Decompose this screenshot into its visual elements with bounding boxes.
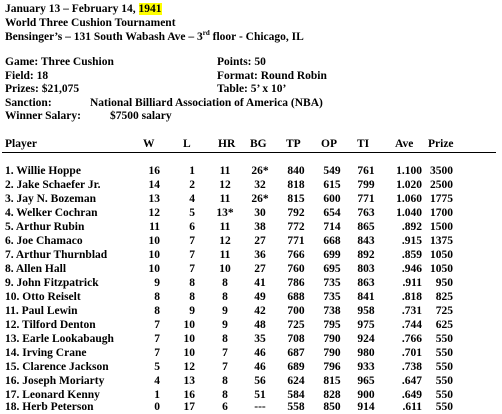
info-table: Table: 5’ x 10’ [217, 83, 287, 95]
wins: 8 [154, 305, 160, 317]
losses: 8 [189, 277, 195, 289]
table-row [0, 346, 502, 360]
opponent-points: 668 [323, 235, 341, 247]
high-run: 11 [219, 249, 231, 261]
venue-sup: rd [202, 29, 210, 38]
best-game: 32 [254, 179, 266, 191]
losses: 7 [189, 235, 195, 247]
col-header-bg: BG [250, 138, 267, 150]
prize: 725 [435, 305, 453, 317]
total-points: 772 [287, 221, 305, 233]
total-innings: 771 [357, 193, 375, 205]
losses: 12 [183, 361, 195, 373]
losses: 7 [189, 263, 195, 275]
high-run: 12 [219, 235, 231, 247]
info-sanction-value: National Billiard Association of America (NBA) [90, 97, 323, 109]
header-rule [2, 152, 496, 153]
total-innings: 924 [357, 333, 375, 345]
opponent-points: 600 [323, 193, 341, 205]
total-points: 584 [287, 389, 305, 401]
player-name: 1. Willie Hoppe [5, 165, 81, 177]
info-field: Field: 18 [5, 70, 49, 82]
prize: 825 [435, 291, 453, 303]
player-name: 10. Otto Reiselt [5, 291, 81, 303]
wins: 7 [154, 319, 160, 331]
player-name: 14. Irving Crane [5, 347, 87, 359]
high-run: 13* [216, 207, 234, 219]
table-row [0, 318, 502, 332]
player-name: 7. Arthur Thurnblad [5, 249, 108, 261]
total-innings: 914 [357, 401, 375, 413]
average: .611 [402, 401, 422, 413]
average: .915 [401, 235, 422, 247]
prize: 625 [435, 319, 453, 331]
info-salary-label: Winner Salary: [5, 110, 81, 122]
total-points: 771 [287, 235, 305, 247]
col-header-hr: HR [218, 138, 236, 150]
total-innings: 980 [357, 347, 375, 359]
info-prizes: Prizes: $21,075 [5, 83, 80, 95]
total-points: 689 [287, 361, 305, 373]
high-run: 8 [222, 291, 228, 303]
date-range: January 13 – February 14, [5, 3, 139, 15]
total-points: 760 [287, 263, 305, 275]
total-innings: 843 [357, 235, 375, 247]
average: 1.100 [396, 165, 422, 177]
average: 1.060 [396, 193, 422, 205]
wins: 13 [148, 193, 160, 205]
total-innings: 761 [357, 165, 375, 177]
average: .892 [401, 221, 422, 233]
prize: 550 [435, 389, 453, 401]
col-header-l: L [183, 138, 191, 150]
total-innings: 965 [357, 375, 375, 387]
table-row [0, 360, 502, 374]
total-innings: 900 [357, 389, 375, 401]
total-points: 688 [287, 291, 305, 303]
best-game: 42 [254, 305, 266, 317]
high-run: 8 [222, 333, 228, 345]
prize: 3500 [430, 165, 453, 177]
total-innings: 863 [357, 277, 375, 289]
player-name: 12. Tilford Denton [5, 319, 96, 331]
player-name: 3. Jay N. Bozeman [5, 193, 97, 205]
total-innings: 803 [357, 263, 375, 275]
average: .744 [401, 319, 422, 331]
total-innings: 892 [357, 249, 375, 261]
wins: 9 [154, 277, 160, 289]
prize: 950 [435, 277, 453, 289]
table-row [0, 164, 502, 178]
losses: 7 [189, 249, 195, 261]
player-name: 6. Joe Chamaco [5, 235, 83, 247]
wins: 12 [148, 207, 160, 219]
losses: 10 [183, 333, 195, 345]
player-name: 11. Paul Lewin [5, 305, 78, 317]
player-name: 4. Welker Cochran [5, 207, 98, 219]
best-game: 27 [254, 235, 266, 247]
player-name: 9. John Fitzpatrick [5, 277, 99, 289]
col-header-op: OP [321, 138, 337, 150]
prize: 1050 [430, 263, 453, 275]
losses: 13 [183, 375, 195, 387]
player-name: 15. Clarence Jackson [5, 361, 109, 373]
info-game: Game: Three Cushion [5, 56, 114, 68]
wins: 7 [154, 347, 160, 359]
losses: 17 [183, 401, 195, 413]
prize: 1500 [430, 221, 453, 233]
wins: 5 [154, 361, 160, 373]
average: .946 [401, 263, 422, 275]
average: 1.020 [396, 179, 422, 191]
venue-prefix: Bensinger’s – 131 South Wabash Ave – 3 [5, 31, 203, 43]
losses: 9 [189, 305, 195, 317]
player-name: 17. Leonard Kenny [5, 389, 100, 401]
losses: 4 [189, 193, 195, 205]
average: .701 [401, 347, 422, 359]
prize: 550 [435, 347, 453, 359]
col-header-ti: TI [357, 138, 370, 150]
table-row [0, 290, 502, 304]
average: .731 [401, 305, 422, 317]
opponent-points: 790 [323, 347, 341, 359]
player-name: 16. Joseph Moriarty [5, 375, 105, 387]
wins: 0 [154, 401, 160, 413]
wins: 1 [154, 389, 160, 401]
total-points: 558 [287, 401, 305, 413]
total-points: 725 [287, 319, 305, 331]
average: 1.040 [396, 207, 422, 219]
info-format: Format: Round Robin [217, 70, 327, 82]
player-name: 13. Earle Lookabaugh [5, 333, 114, 345]
total-points: 818 [287, 179, 305, 191]
wins: 16 [148, 165, 160, 177]
opponent-points: 735 [323, 277, 341, 289]
table-row [0, 234, 502, 248]
total-points: 792 [287, 207, 305, 219]
total-innings: 933 [357, 361, 375, 373]
info-points: Points: 50 [217, 56, 266, 68]
venue-suffix: floor - Chicago, IL [209, 31, 304, 43]
high-run: 12 [219, 179, 231, 191]
best-game: 26* [251, 193, 269, 205]
table-row [0, 206, 502, 220]
table-row [0, 248, 502, 262]
col-header-player: Player [5, 138, 37, 150]
opponent-points: 615 [323, 179, 341, 191]
high-run: 11 [219, 165, 231, 177]
losses: 5 [189, 207, 195, 219]
average: .911 [402, 277, 422, 289]
opponent-points: 790 [323, 333, 341, 345]
best-game: 56 [254, 375, 266, 387]
total-innings: 975 [357, 319, 375, 331]
table-row [0, 192, 502, 206]
prize: 1700 [430, 207, 453, 219]
table-row [0, 332, 502, 346]
wins: 11 [149, 221, 160, 233]
prize: 2500 [430, 179, 453, 191]
wins: 4 [154, 375, 160, 387]
prize: 1050 [430, 249, 453, 261]
total-innings: 958 [357, 305, 375, 317]
losses: 2 [189, 179, 195, 191]
total-innings: 799 [357, 179, 375, 191]
opponent-points: 796 [323, 361, 341, 373]
total-points: 815 [287, 193, 305, 205]
best-game: 30 [254, 207, 266, 219]
wins: 14 [148, 179, 160, 191]
best-game: 35 [254, 333, 266, 345]
total-points: 766 [287, 249, 305, 261]
wins: 10 [148, 263, 160, 275]
table-row [0, 304, 502, 318]
event-title: World Three Cushion Tournament [5, 17, 176, 29]
opponent-points: 738 [323, 305, 341, 317]
prize: 550 [435, 375, 453, 387]
losses: 10 [183, 347, 195, 359]
best-game: 27 [254, 263, 266, 275]
best-game: 48 [254, 319, 266, 331]
average: .649 [401, 389, 422, 401]
table-row [0, 220, 502, 234]
total-points: 624 [287, 375, 305, 387]
best-game: 36 [254, 249, 266, 261]
best-game: 49 [254, 291, 266, 303]
prize: 550 [435, 401, 453, 413]
losses: 10 [183, 319, 195, 331]
average: .818 [401, 291, 422, 303]
losses: 1 [189, 165, 195, 177]
col-header-tp: TP [286, 138, 301, 150]
col-header-w: W [143, 138, 155, 150]
table-row [0, 178, 502, 192]
col-header-prize: Prize [428, 138, 454, 150]
best-game: 46 [254, 347, 266, 359]
losses: 16 [183, 389, 195, 401]
table-row [0, 262, 502, 276]
opponent-points: 699 [323, 249, 341, 261]
total-innings: 865 [357, 221, 375, 233]
high-run: 7 [222, 347, 228, 359]
table-row [0, 400, 502, 414]
best-game: 26* [251, 165, 269, 177]
info-sanction-label: Sanction: [5, 97, 52, 109]
high-run: 11 [219, 221, 231, 233]
best-game: --- [254, 401, 266, 413]
total-points: 687 [287, 347, 305, 359]
total-points: 700 [287, 305, 305, 317]
opponent-points: 654 [323, 207, 341, 219]
wins: 7 [154, 333, 160, 345]
opponent-points: 695 [323, 263, 341, 275]
player-name: 18. Herb Peterson [5, 401, 94, 413]
date-line [5, 2, 162, 16]
high-run: 7 [222, 361, 228, 373]
player-name: 5. Arthur Rubin [5, 221, 85, 233]
total-innings: 841 [357, 291, 375, 303]
col-header-ave: Ave [395, 138, 414, 150]
prize: 550 [435, 333, 453, 345]
best-game: 51 [254, 389, 266, 401]
high-run: 8 [222, 375, 228, 387]
table-row [0, 276, 502, 290]
total-innings: 763 [357, 207, 375, 219]
info-salary-value: $7500 salary [110, 110, 172, 122]
high-run: 10 [219, 263, 231, 275]
opponent-points: 815 [323, 375, 341, 387]
high-run: 9 [222, 305, 228, 317]
losses: 8 [189, 291, 195, 303]
opponent-points: 850 [323, 401, 341, 413]
average: .859 [401, 249, 422, 261]
player-name: 2. Jake Schaefer Jr. [5, 179, 101, 191]
opponent-points: 549 [323, 165, 341, 177]
opponent-points: 795 [323, 319, 341, 331]
total-points: 786 [287, 277, 305, 289]
average: .738 [401, 361, 422, 373]
high-run: 6 [222, 401, 228, 413]
best-game: 38 [254, 221, 266, 233]
losses: 6 [189, 221, 195, 233]
wins: 10 [148, 235, 160, 247]
average: .647 [401, 375, 422, 387]
opponent-points: 714 [323, 221, 341, 233]
prize: 1775 [430, 193, 453, 205]
high-run: 8 [222, 277, 228, 289]
best-game: 41 [254, 277, 266, 289]
wins: 8 [154, 291, 160, 303]
opponent-points: 735 [323, 291, 341, 303]
player-name: 8. Allen Hall [5, 263, 67, 275]
best-game: 46 [254, 361, 266, 373]
average: .766 [401, 333, 422, 345]
prize: 550 [435, 361, 453, 373]
table-row [0, 374, 502, 388]
high-run: 9 [222, 319, 228, 331]
total-points: 708 [287, 333, 305, 345]
high-run: 11 [219, 193, 231, 205]
total-points: 840 [287, 165, 305, 177]
venue-line [5, 30, 304, 44]
prize: 1375 [430, 235, 453, 247]
opponent-points: 828 [323, 389, 341, 401]
high-run: 8 [222, 389, 228, 401]
year-highlight: 1941 [138, 3, 162, 15]
wins: 10 [148, 249, 160, 261]
